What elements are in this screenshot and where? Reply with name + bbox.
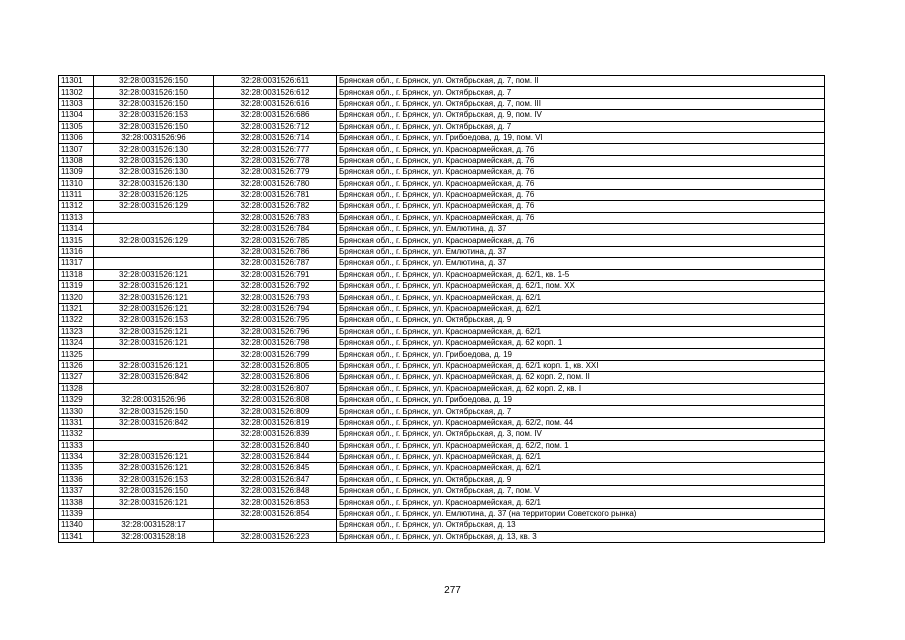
table-row	[59, 360, 825, 371]
land-cadastral-number-cell: 32:28:0031528:18	[94, 531, 214, 542]
register-table	[58, 75, 825, 543]
row-number-cell: 11316	[59, 246, 94, 257]
object-cadastral-number-cell: 32:28:0031526:799	[214, 349, 337, 360]
address-cell: Брянская обл., г. Брянск, ул. Красноармейская, д. 62 корп. 1	[337, 337, 825, 348]
row-number-cell: 11337	[59, 486, 94, 497]
land-cadastral-number-cell: 32:28:0031526:150	[94, 87, 214, 98]
land-cadastral-number-cell: 32:28:0031526:150	[94, 121, 214, 132]
table-row	[59, 98, 825, 109]
object-cadastral-number-cell	[214, 520, 337, 531]
table-row	[59, 212, 825, 223]
row-number-cell: 11322	[59, 315, 94, 326]
land-cadastral-number-cell: 32:28:0031526:96	[94, 394, 214, 405]
object-cadastral-number-cell: 32:28:0031526:840	[214, 440, 337, 451]
address-cell: Брянская обл., г. Брянск, ул. Красноармейская, д. 62/1, кв. 1-5	[337, 269, 825, 280]
object-cadastral-number-cell: 32:28:0031526:807	[214, 383, 337, 394]
object-cadastral-number-cell: 32:28:0031526:854	[214, 508, 337, 519]
land-cadastral-number-cell: 32:28:0031526:153	[94, 474, 214, 485]
land-cadastral-number-cell: 32:28:0031526:121	[94, 451, 214, 462]
table-row	[59, 258, 825, 269]
table-row	[59, 429, 825, 440]
row-number-cell: 11334	[59, 451, 94, 462]
row-number-cell: 11305	[59, 121, 94, 132]
table-row	[59, 372, 825, 383]
land-cadastral-number-cell: 32:28:0031526:121	[94, 463, 214, 474]
table-row	[59, 463, 825, 474]
row-number-cell: 11312	[59, 201, 94, 212]
land-cadastral-number-cell: 32:28:0031526:121	[94, 269, 214, 280]
row-number-cell: 11330	[59, 406, 94, 417]
object-cadastral-number-cell: 32:28:0031526:848	[214, 486, 337, 497]
object-cadastral-number-cell: 32:28:0031526:794	[214, 303, 337, 314]
table-row	[59, 383, 825, 394]
land-cadastral-number-cell: 32:28:0031526:121	[94, 337, 214, 348]
table-row	[59, 281, 825, 292]
address-cell: Брянская обл., г. Брянск, ул. Красноармейская, д. 62 корп. 2, пом. II	[337, 372, 825, 383]
address-cell: Брянская обл., г. Брянск, ул. Октябрьская, д. 13	[337, 520, 825, 531]
land-cadastral-number-cell	[94, 258, 214, 269]
land-cadastral-number-cell	[94, 383, 214, 394]
row-number-cell: 11336	[59, 474, 94, 485]
land-cadastral-number-cell	[94, 440, 214, 451]
object-cadastral-number-cell: 32:28:0031526:784	[214, 224, 337, 235]
table-row	[59, 451, 825, 462]
address-cell: Брянская обл., г. Брянск, ул. Емлютина, д. 37 (на территории Советского рынка)	[337, 508, 825, 519]
table-row	[59, 87, 825, 98]
object-cadastral-number-cell: 32:28:0031526:712	[214, 121, 337, 132]
address-cell: Брянская обл., г. Брянск, ул. Грибоедова, д. 19	[337, 394, 825, 405]
address-cell: Брянская обл., г. Брянск, ул. Красноармейская, д. 76	[337, 201, 825, 212]
table-row	[59, 520, 825, 531]
row-number-cell: 11328	[59, 383, 94, 394]
land-cadastral-number-cell: 32:28:0031526:842	[94, 372, 214, 383]
table-row	[59, 110, 825, 121]
table-row	[59, 440, 825, 451]
object-cadastral-number-cell: 32:28:0031526:686	[214, 110, 337, 121]
address-cell: Брянская обл., г. Брянск, ул. Красноармейская, д. 76	[337, 155, 825, 166]
address-cell: Брянская обл., г. Брянск, ул. Красноармейская, д. 76	[337, 178, 825, 189]
address-cell: Брянская обл., г. Брянск, ул. Грибоедова, д. 19	[337, 349, 825, 360]
table-row	[59, 246, 825, 257]
land-cadastral-number-cell: 32:28:0031526:842	[94, 417, 214, 428]
address-cell: Брянская обл., г. Брянск, ул. Октябрьская, д. 13, кв. 3	[337, 531, 825, 542]
land-cadastral-number-cell	[94, 224, 214, 235]
object-cadastral-number-cell: 32:28:0031526:806	[214, 372, 337, 383]
row-number-cell: 11308	[59, 155, 94, 166]
row-number-cell: 11311	[59, 189, 94, 200]
row-number-cell: 11313	[59, 212, 94, 223]
row-number-cell: 11319	[59, 281, 94, 292]
object-cadastral-number-cell: 32:28:0031526:819	[214, 417, 337, 428]
table-row	[59, 224, 825, 235]
land-cadastral-number-cell: 32:28:0031526:121	[94, 497, 214, 508]
row-number-cell: 11323	[59, 326, 94, 337]
row-number-cell: 11320	[59, 292, 94, 303]
land-cadastral-number-cell: 32:28:0031526:130	[94, 155, 214, 166]
address-cell: Брянская обл., г. Брянск, ул. Красноармейская, д. 62/2, пом. 1	[337, 440, 825, 451]
object-cadastral-number-cell: 32:28:0031526:853	[214, 497, 337, 508]
table-row	[59, 326, 825, 337]
table-row	[59, 292, 825, 303]
address-cell: Брянская обл., г. Брянск, ул. Емлютина, д. 37	[337, 258, 825, 269]
land-cadastral-number-cell: 32:28:0031526:121	[94, 303, 214, 314]
land-cadastral-number-cell: 32:28:0031526:153	[94, 315, 214, 326]
row-number-cell: 11306	[59, 132, 94, 143]
table-row	[59, 508, 825, 519]
object-cadastral-number-cell: 32:28:0031526:796	[214, 326, 337, 337]
object-cadastral-number-cell: 32:28:0031526:805	[214, 360, 337, 371]
object-cadastral-number-cell: 32:28:0031526:847	[214, 474, 337, 485]
object-cadastral-number-cell: 32:28:0031526:780	[214, 178, 337, 189]
row-number-cell: 11303	[59, 98, 94, 109]
row-number-cell: 11340	[59, 520, 94, 531]
land-cadastral-number-cell: 32:28:0031526:130	[94, 167, 214, 178]
row-number-cell: 11304	[59, 110, 94, 121]
address-cell: Брянская обл., г. Брянск, ул. Октябрьская, д. 7, пом. III	[337, 98, 825, 109]
land-cadastral-number-cell: 32:28:0031526:153	[94, 110, 214, 121]
object-cadastral-number-cell: 32:28:0031526:782	[214, 201, 337, 212]
row-number-cell: 11335	[59, 463, 94, 474]
table-row	[59, 303, 825, 314]
object-cadastral-number-cell: 32:28:0031526:809	[214, 406, 337, 417]
row-number-cell: 11325	[59, 349, 94, 360]
row-number-cell: 11333	[59, 440, 94, 451]
address-cell: Брянская обл., г. Брянск, ул. Октябрьская, д. 9	[337, 474, 825, 485]
land-cadastral-number-cell: 32:28:0031526:150	[94, 76, 214, 87]
row-number-cell: 11327	[59, 372, 94, 383]
table-row	[59, 337, 825, 348]
land-cadastral-number-cell	[94, 212, 214, 223]
row-number-cell: 11301	[59, 76, 94, 87]
address-cell: Брянская обл., г. Брянск, ул. Грибоедова, д. 19, пом. VI	[337, 132, 825, 143]
address-cell: Брянская обл., г. Брянск, ул. Емлютина, д. 37	[337, 224, 825, 235]
table-row	[59, 189, 825, 200]
table-row	[59, 406, 825, 417]
object-cadastral-number-cell: 32:28:0031526:808	[214, 394, 337, 405]
land-cadastral-number-cell	[94, 429, 214, 440]
object-cadastral-number-cell: 32:28:0031526:777	[214, 144, 337, 155]
row-number-cell: 11317	[59, 258, 94, 269]
land-cadastral-number-cell: 32:28:0031526:150	[94, 98, 214, 109]
land-cadastral-number-cell: 32:28:0031526:121	[94, 360, 214, 371]
table-row	[59, 132, 825, 143]
object-cadastral-number-cell: 32:28:0031526:223	[214, 531, 337, 542]
address-cell: Брянская обл., г. Брянск, ул. Красноармейская, д. 62/1	[337, 497, 825, 508]
object-cadastral-number-cell: 32:28:0031526:786	[214, 246, 337, 257]
row-number-cell: 11324	[59, 337, 94, 348]
land-cadastral-number-cell: 32:28:0031526:150	[94, 486, 214, 497]
land-cadastral-number-cell: 32:28:0031526:129	[94, 201, 214, 212]
row-number-cell: 11321	[59, 303, 94, 314]
address-cell: Брянская обл., г. Брянск, ул. Красноармейская, д. 62/1	[337, 451, 825, 462]
row-number-cell: 11329	[59, 394, 94, 405]
object-cadastral-number-cell: 32:28:0031526:616	[214, 98, 337, 109]
object-cadastral-number-cell: 32:28:0031526:844	[214, 451, 337, 462]
table-row	[59, 76, 825, 87]
object-cadastral-number-cell: 32:28:0031526:778	[214, 155, 337, 166]
row-number-cell: 11315	[59, 235, 94, 246]
land-cadastral-number-cell: 32:28:0031526:121	[94, 326, 214, 337]
table-row	[59, 235, 825, 246]
land-cadastral-number-cell: 32:28:0031526:129	[94, 235, 214, 246]
land-cadastral-number-cell: 32:28:0031526:150	[94, 406, 214, 417]
address-cell: Брянская обл., г. Брянск, ул. Красноармейская, д. 76	[337, 212, 825, 223]
land-cadastral-number-cell: 32:28:0031526:121	[94, 292, 214, 303]
row-number-cell: 11326	[59, 360, 94, 371]
address-cell: Брянская обл., г. Брянск, ул. Емлютина, д. 37	[337, 246, 825, 257]
address-cell: Брянская обл., г. Брянск, ул. Октябрьская, д. 7, пом. V	[337, 486, 825, 497]
table-row	[59, 417, 825, 428]
object-cadastral-number-cell: 32:28:0031526:792	[214, 281, 337, 292]
table-row	[59, 474, 825, 485]
address-cell: Брянская обл., г. Брянск, ул. Красноармейская, д. 62 корп. 2, кв. I	[337, 383, 825, 394]
address-cell: Брянская обл., г. Брянск, ул. Красноармейская, д. 76	[337, 144, 825, 155]
address-cell: Брянская обл., г. Брянск, ул. Красноармейская, д. 62/1	[337, 303, 825, 314]
row-number-cell: 11302	[59, 87, 94, 98]
land-cadastral-number-cell	[94, 246, 214, 257]
address-cell: Брянская обл., г. Брянск, ул. Красноармейская, д. 62/1	[337, 292, 825, 303]
address-cell: Брянская обл., г. Брянск, ул. Красноармейская, д. 76	[337, 189, 825, 200]
row-number-cell: 11331	[59, 417, 94, 428]
land-cadastral-number-cell	[94, 508, 214, 519]
address-cell: Брянская обл., г. Брянск, ул. Октябрьская, д. 9	[337, 315, 825, 326]
table-row	[59, 394, 825, 405]
land-cadastral-number-cell: 32:28:0031526:121	[94, 281, 214, 292]
address-cell: Брянская обл., г. Брянск, ул. Октябрьская, д. 7	[337, 406, 825, 417]
address-cell: Брянская обл., г. Брянск, ул. Октябрьская, д. 7, пом. II	[337, 76, 825, 87]
object-cadastral-number-cell: 32:28:0031526:612	[214, 87, 337, 98]
address-cell: Брянская обл., г. Брянск, ул. Красноармейская, д. 62/2, пом. 44	[337, 417, 825, 428]
address-cell: Брянская обл., г. Брянск, ул. Красноармейская, д. 62/1	[337, 463, 825, 474]
table-row	[59, 178, 825, 189]
row-number-cell: 11310	[59, 178, 94, 189]
address-cell: Брянская обл., г. Брянск, ул. Октябрьская, д. 3, пом. IV	[337, 429, 825, 440]
table-row	[59, 497, 825, 508]
object-cadastral-number-cell: 32:28:0031526:791	[214, 269, 337, 280]
object-cadastral-number-cell: 32:28:0031526:611	[214, 76, 337, 87]
page-number: 277	[444, 585, 461, 596]
address-cell: Брянская обл., г. Брянск, ул. Красноармейская, д. 62/1 корп. 1, кв. XXI	[337, 360, 825, 371]
land-cadastral-number-cell	[94, 349, 214, 360]
row-number-cell: 11309	[59, 167, 94, 178]
register-table-body	[59, 76, 825, 543]
address-cell: Брянская обл., г. Брянск, ул. Октябрьская, д. 9, пом. IV	[337, 110, 825, 121]
row-number-cell: 11332	[59, 429, 94, 440]
row-number-cell: 11338	[59, 497, 94, 508]
object-cadastral-number-cell: 32:28:0031526:798	[214, 337, 337, 348]
object-cadastral-number-cell: 32:28:0031526:783	[214, 212, 337, 223]
object-cadastral-number-cell: 32:28:0031526:793	[214, 292, 337, 303]
object-cadastral-number-cell: 32:28:0031526:714	[214, 132, 337, 143]
address-cell: Брянская обл., г. Брянск, ул. Красноармейская, д. 76	[337, 235, 825, 246]
table-row	[59, 315, 825, 326]
object-cadastral-number-cell: 32:28:0031526:795	[214, 315, 337, 326]
table-row	[59, 155, 825, 166]
table-row	[59, 269, 825, 280]
land-cadastral-number-cell: 32:28:0031526:130	[94, 144, 214, 155]
object-cadastral-number-cell: 32:28:0031526:785	[214, 235, 337, 246]
table-row	[59, 144, 825, 155]
object-cadastral-number-cell: 32:28:0031526:781	[214, 189, 337, 200]
table-row	[59, 201, 825, 212]
object-cadastral-number-cell: 32:28:0031526:845	[214, 463, 337, 474]
land-cadastral-number-cell: 32:28:0031526:125	[94, 189, 214, 200]
table-row	[59, 349, 825, 360]
object-cadastral-number-cell: 32:28:0031526:779	[214, 167, 337, 178]
land-cadastral-number-cell: 32:28:0031526:130	[94, 178, 214, 189]
row-number-cell: 11318	[59, 269, 94, 280]
address-cell: Брянская обл., г. Брянск, ул. Октябрьская, д. 7	[337, 87, 825, 98]
row-number-cell: 11339	[59, 508, 94, 519]
address-cell: Брянская обл., г. Брянск, ул. Красноармейская, д. 76	[337, 167, 825, 178]
row-number-cell: 11307	[59, 144, 94, 155]
land-cadastral-number-cell: 32:28:0031528:17	[94, 520, 214, 531]
table-row	[59, 531, 825, 542]
table-row	[59, 486, 825, 497]
table-row	[59, 167, 825, 178]
address-cell: Брянская обл., г. Брянск, ул. Красноармейская, д. 62/1, пом. XX	[337, 281, 825, 292]
object-cadastral-number-cell: 32:28:0031526:839	[214, 429, 337, 440]
row-number-cell: 11341	[59, 531, 94, 542]
land-cadastral-number-cell: 32:28:0031526:96	[94, 132, 214, 143]
table-row	[59, 121, 825, 132]
row-number-cell: 11314	[59, 224, 94, 235]
address-cell: Брянская обл., г. Брянск, ул. Октябрьская, д. 7	[337, 121, 825, 132]
address-cell: Брянская обл., г. Брянск, ул. Красноармейская, д. 62/1	[337, 326, 825, 337]
object-cadastral-number-cell: 32:28:0031526:787	[214, 258, 337, 269]
